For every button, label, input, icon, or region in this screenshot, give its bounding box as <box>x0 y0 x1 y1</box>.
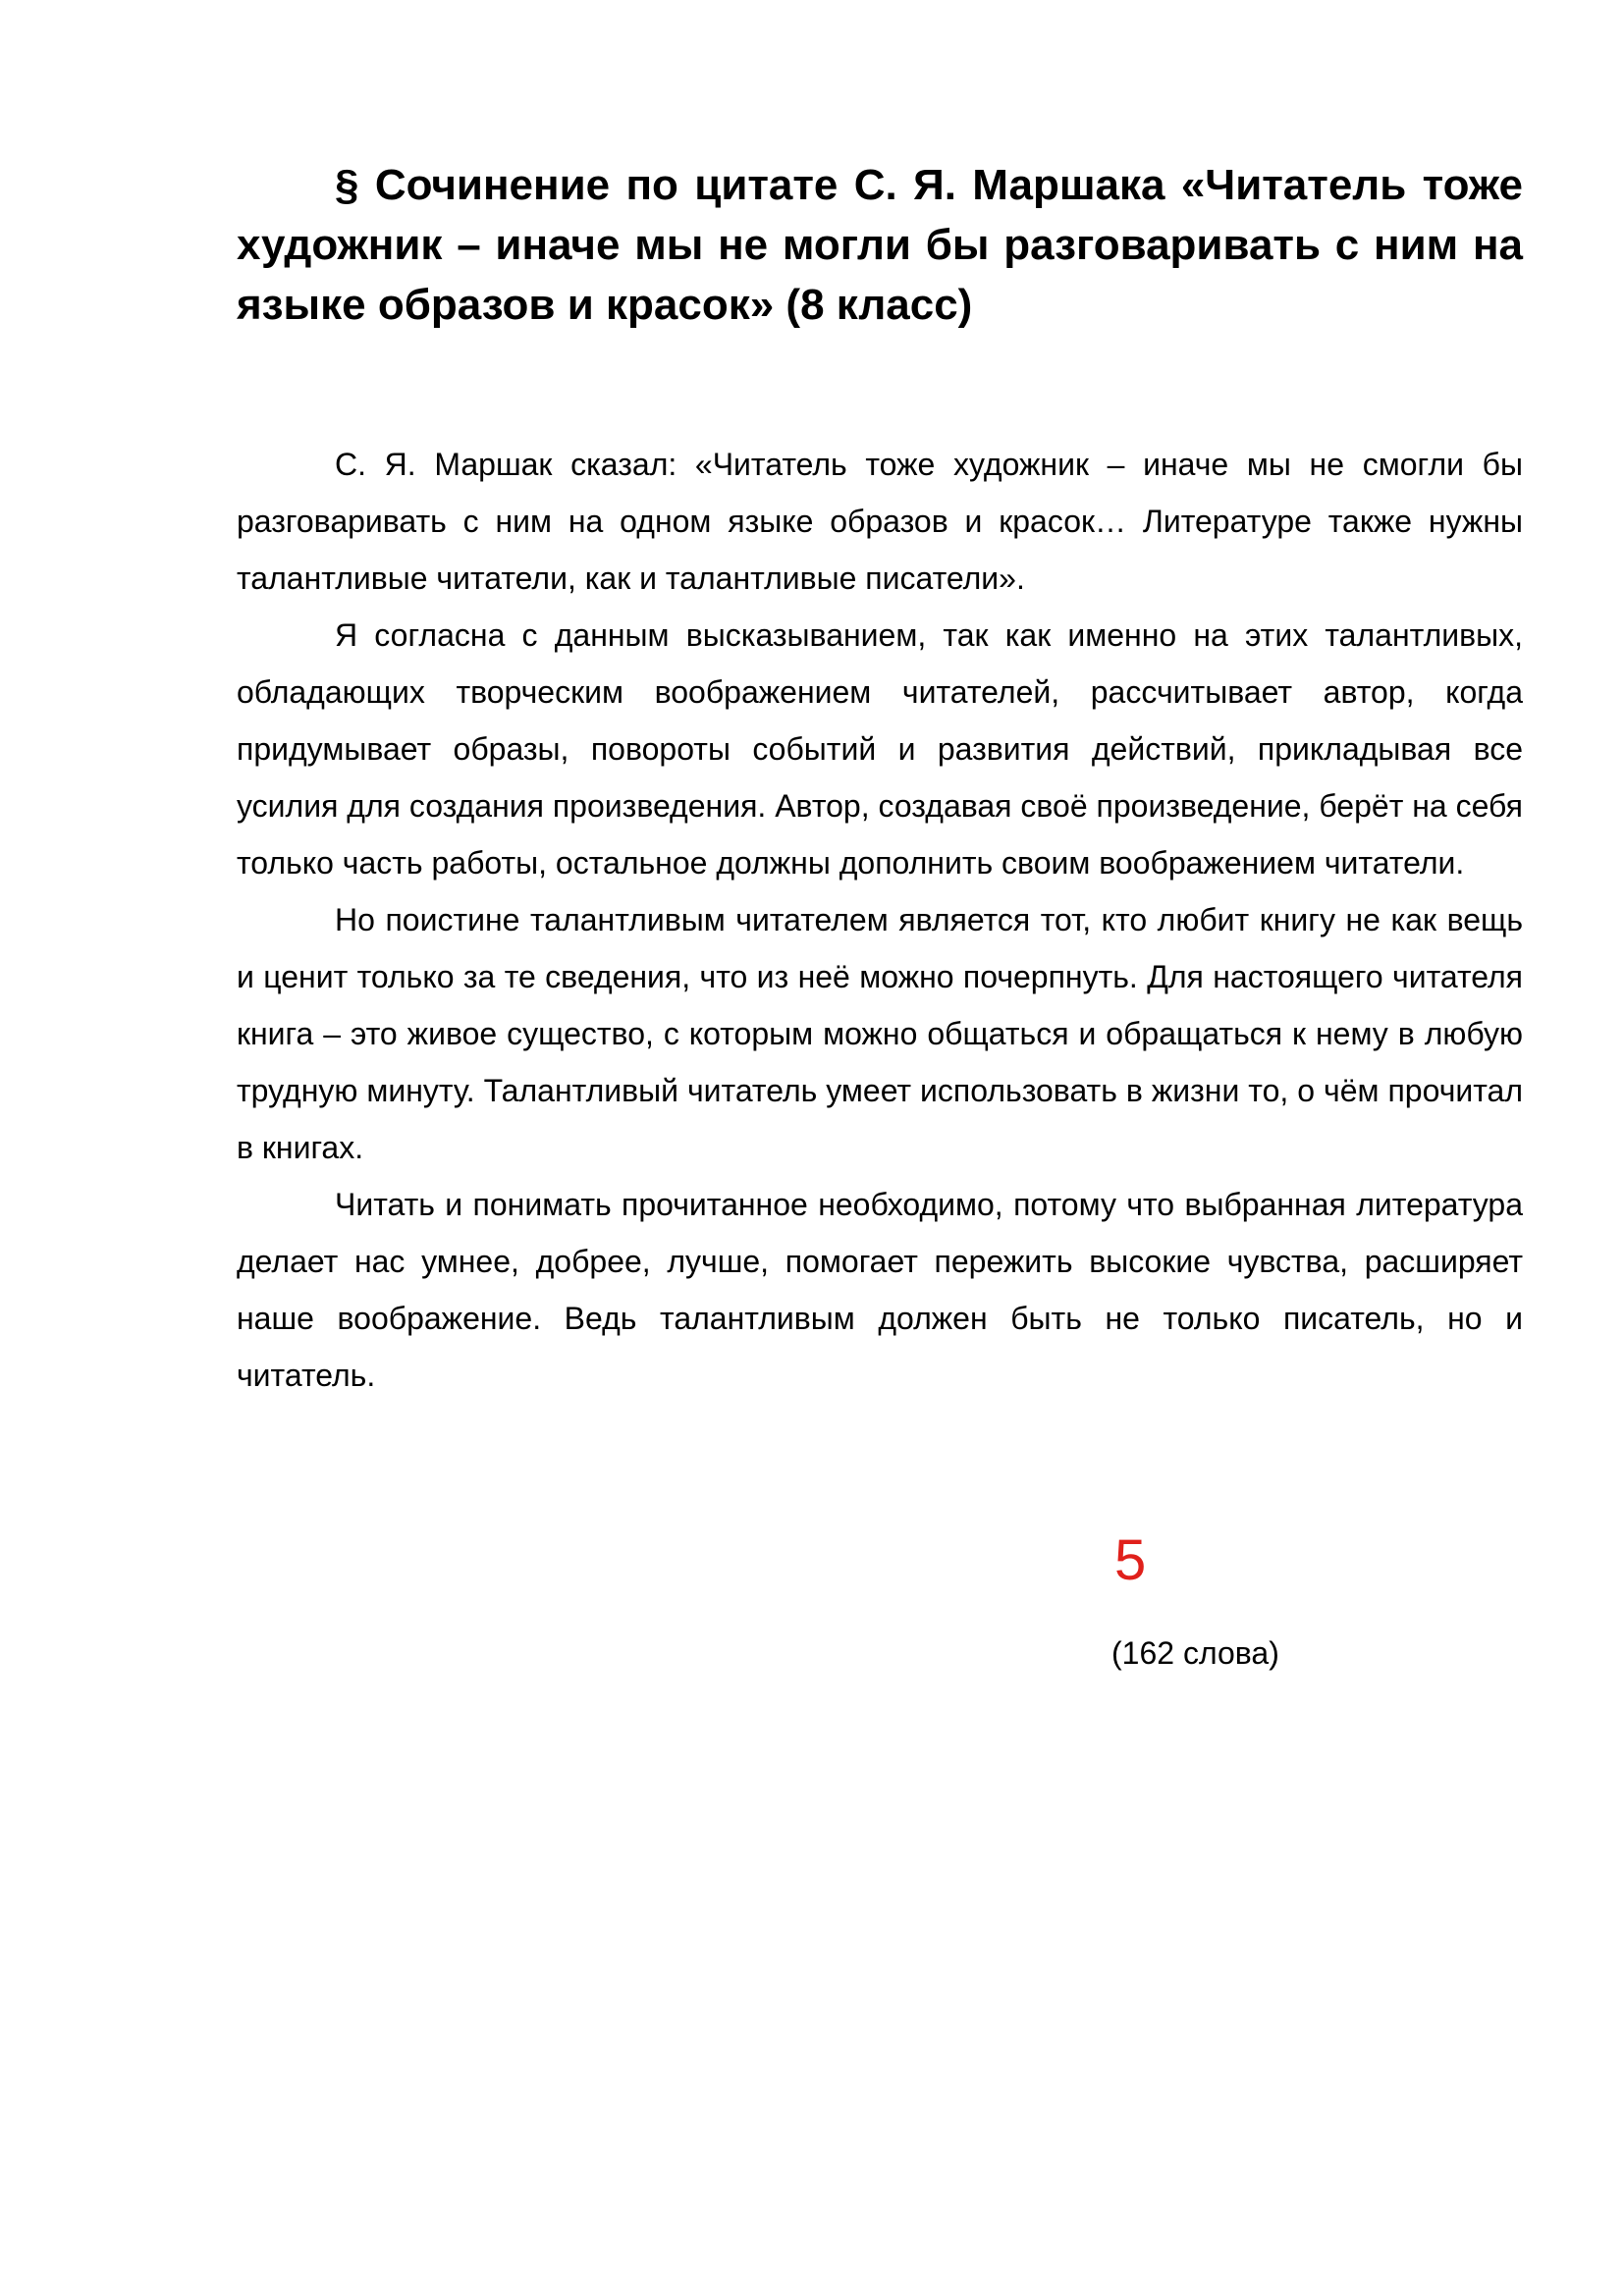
word-count: (162 слова) <box>1111 1635 1279 1671</box>
paragraph: Я согласна с данным высказыванием, так как именно на этих талантливых, обладающих творческим воображением читателей, рассчитывает автор, когда придумывает образы, повороты событий и развития действий, прикладывая все усилия для создания произведения. Автор, создавая своё произведение, берёт на себя только часть работы, остальное должны дополнить своим воображением читатели. <box>237 617 1523 881</box>
essay-body <box>237 436 1523 1404</box>
essay-title: § Сочинение по цитате С. Я. Маршака «Читатель тоже художник – иначе мы не могли бы разговаривать с ним на языке образов и красок» (8 класс) <box>237 161 1523 329</box>
paragraph: Читать и понимать прочитанное необходимо, потому что выбранная литература делает нас умнее, добрее, лучше, помогает пережить высокие чувства, расширяет наше воображение. Ведь талантливым должен быть не только писатель, но и читатель. <box>237 1187 1523 1393</box>
paragraph: Но поистине талантливым читателем является тот, кто любит книгу не как вещь и ценит только за те сведения, что из неё можно почерпнуть. Для настоящего читателя книга – это живое существо, с которым можно общаться и обращаться к нему в любую трудную минуту. Талантливый читатель умеет использовать в жизни то, о чём прочитал в книгах. <box>237 902 1523 1165</box>
document-page <box>237 0 1523 2296</box>
grade-mark: 5 <box>1114 1528 1147 1592</box>
paragraph: С. Я. Маршак сказал: «Читатель тоже художник – иначе мы не смогли бы разговаривать с ним на одном языке образов и красок… Литературе также нужны талантливые читатели, как и талантливые писатели». <box>237 447 1523 596</box>
